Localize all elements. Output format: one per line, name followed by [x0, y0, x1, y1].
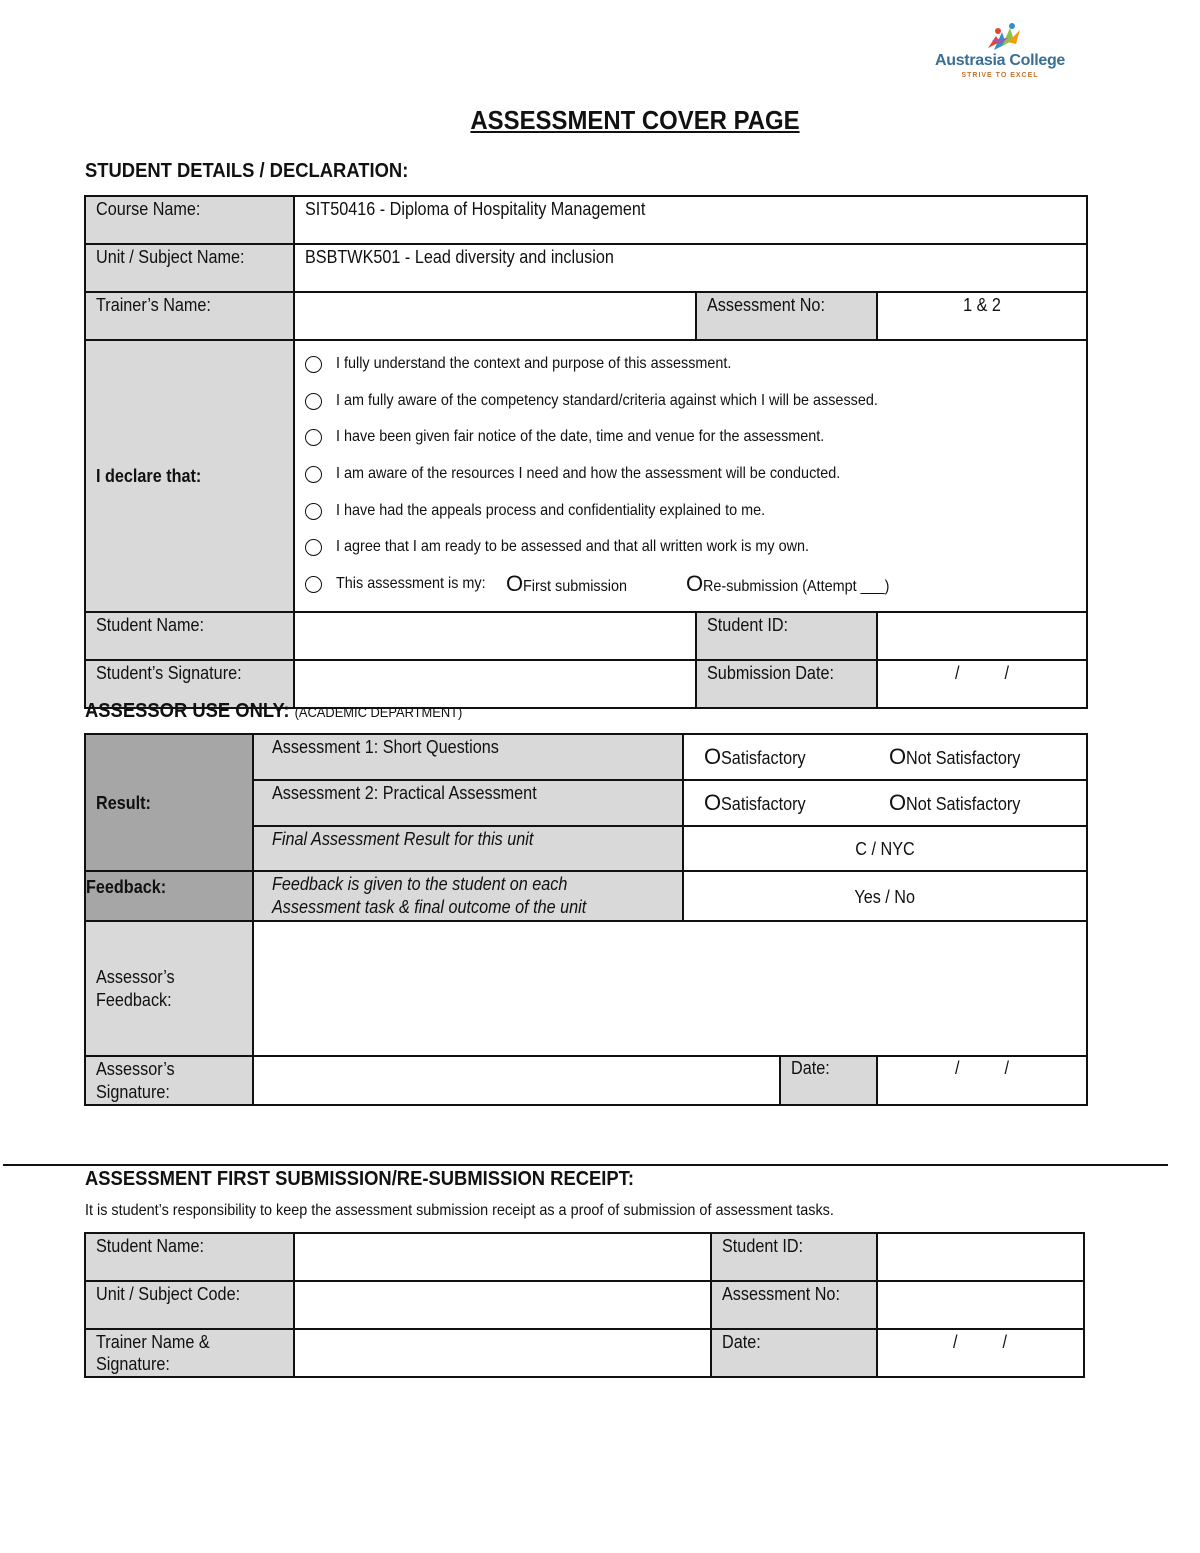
- assessor-date-field[interactable]: / /: [954, 1058, 1009, 1078]
- assessment1-satisfactory-option[interactable]: OSatisfactory: [704, 744, 806, 769]
- academic-department-note: (ACADEMIC DEPARTMENT): [294, 704, 463, 720]
- option-circle-icon[interactable]: O: [889, 744, 907, 769]
- radio-circle-icon[interactable]: [305, 539, 322, 556]
- receipt-table: [84, 1232, 1085, 1378]
- submission-type-item: This assessment is my: OFirst submission ORe-submission (Attempt ___): [305, 574, 1086, 611]
- declaration-item[interactable]: I am fully aware of the competency standard/criteria against which I will be assessed.: [305, 391, 1086, 428]
- assessor-date-label: Date:: [781, 1057, 878, 1104]
- feedback-description: Feedback is given to the student on each Assessment task & final outcome of the unit: [253, 871, 683, 921]
- radio-circle-icon[interactable]: [305, 393, 322, 410]
- feedback-label: Feedback:: [85, 871, 253, 921]
- assessor-signature-field[interactable]: [253, 1056, 780, 1105]
- radio-circle-icon[interactable]: [305, 356, 322, 373]
- student-id-label: Student ID:: [696, 612, 877, 660]
- option-circle-icon[interactable]: O: [686, 571, 704, 597]
- final-result-label: Final Assessment Result for this unit: [253, 826, 683, 871]
- receipt-student-name-field[interactable]: [294, 1233, 711, 1281]
- trainer-name-field[interactable]: [294, 292, 696, 340]
- receipt-date-label: Date:: [711, 1329, 877, 1377]
- assessment1-not-satisfactory-option[interactable]: ONot Satisfactory: [889, 744, 1021, 769]
- assessment-no-value[interactable]: 1 & 2: [877, 292, 1087, 340]
- declaration-item[interactable]: I have been given fair notice of the date, time and venue for the assessment.: [305, 427, 1086, 464]
- feedback-value[interactable]: Yes / No: [683, 871, 1087, 921]
- student-details-table: [84, 195, 1088, 709]
- student-signature-label: Student’s Signature:: [85, 660, 294, 708]
- receipt-section-heading: ASSESSMENT FIRST SUBMISSION/RE-SUBMISSION RECEIPT:: [85, 1168, 634, 1190]
- page-title: ASSESSMENT COVER PAGE: [470, 105, 800, 135]
- assessor-signature-label: Assessor’s Signature:: [85, 1056, 253, 1105]
- assessment2-not-satisfactory-option[interactable]: ONot Satisfactory: [889, 790, 1021, 815]
- radio-circle-icon[interactable]: [305, 503, 322, 520]
- receipt-assessment-no-field[interactable]: [877, 1281, 1084, 1329]
- course-name-label: Course Name:: [85, 196, 294, 244]
- declaration-list-cell: [294, 340, 1087, 612]
- receipt-unit-code-label: Unit / Subject Code:: [85, 1281, 294, 1329]
- declaration-list: [295, 342, 1086, 611]
- receipt-trainer-label: Trainer Name & Signature:: [85, 1329, 294, 1377]
- cut-line-divider: [3, 1164, 1168, 1166]
- submission-date-field[interactable]: / /: [877, 660, 1087, 708]
- assessment2-label: Assessment 2: Practical Assessment: [253, 780, 683, 826]
- receipt-trainer-field[interactable]: [294, 1329, 711, 1377]
- declaration-item[interactable]: I am aware of the resources I need and how the assessment will be conducted.: [305, 464, 1086, 501]
- declaration-item[interactable]: I agree that I am ready to be assessed and that all written work is my own.: [305, 537, 1086, 574]
- first-submission-option[interactable]: OFirst submission: [506, 571, 628, 597]
- unit-name-value[interactable]: BSBTWK501 - Lead diversity and inclusion: [294, 244, 1087, 292]
- student-section-heading: STUDENT DETAILS / DECLARATION:: [85, 160, 409, 182]
- option-circle-icon[interactable]: O: [704, 790, 722, 815]
- receipt-student-id-label: Student ID:: [711, 1233, 877, 1281]
- submission-date-label: Submission Date:: [696, 660, 877, 708]
- option-circle-icon[interactable]: O: [506, 571, 524, 597]
- assessment-no-label: Assessment No:: [696, 292, 877, 340]
- assessment1-label: Assessment 1: Short Questions: [253, 734, 683, 780]
- final-result-value[interactable]: C / NYC: [683, 826, 1087, 871]
- logo-name: Austrasia College: [934, 52, 1066, 69]
- assessor-table: [84, 733, 1088, 1106]
- assessor-section-heading: ASSESSOR USE ONLY: (ACADEMIC DEPARTMENT): [85, 700, 463, 722]
- course-name-value[interactable]: SIT50416 - Diploma of Hospitality Management: [294, 196, 1087, 244]
- student-name-label: Student Name:: [85, 612, 294, 660]
- radio-circle-icon[interactable]: [305, 576, 322, 593]
- receipt-note: It is student’s responsibility to keep the assessment submission receipt as a proof of submission of assessment tasks.: [85, 1202, 834, 1219]
- student-id-field[interactable]: [877, 612, 1087, 660]
- result-label: Result:: [85, 734, 253, 871]
- radio-circle-icon[interactable]: [305, 429, 322, 446]
- resubmission-option[interactable]: ORe-submission (Attempt ___): [686, 571, 890, 597]
- trainer-name-label: Trainer’s Name:: [85, 292, 294, 340]
- radio-circle-icon[interactable]: [305, 466, 322, 483]
- unit-name-label: Unit / Subject Name:: [85, 244, 294, 292]
- receipt-student-id-field[interactable]: [877, 1233, 1084, 1281]
- logo-tagline: STRIVE TO EXCEL: [961, 72, 1039, 79]
- declaration-item[interactable]: I fully understand the context and purpose of this assessment.: [305, 354, 1086, 391]
- declare-label: I declare that:: [85, 340, 294, 612]
- assessment2-result: [683, 780, 1087, 826]
- college-logo: [930, 22, 1070, 82]
- student-name-field[interactable]: [294, 612, 696, 660]
- assessor-feedback-label: Assessor’s Feedback:: [85, 921, 253, 1056]
- logo-figures-icon: [930, 22, 1070, 56]
- declaration-item[interactable]: I have had the appeals process and confidentiality explained to me.: [305, 501, 1086, 538]
- receipt-unit-code-field[interactable]: [294, 1281, 711, 1329]
- assessor-date-cell: [780, 1056, 1087, 1105]
- receipt-date-field[interactable]: / /: [877, 1329, 1084, 1377]
- assessment1-result: [683, 734, 1087, 780]
- assessment2-satisfactory-option[interactable]: OSatisfactory: [704, 790, 806, 815]
- option-circle-icon[interactable]: O: [704, 744, 722, 769]
- receipt-student-name-label: Student Name:: [85, 1233, 294, 1281]
- receipt-assessment-no-label: Assessment No:: [711, 1281, 877, 1329]
- assessor-feedback-field[interactable]: [253, 921, 1087, 1056]
- option-circle-icon[interactable]: O: [889, 790, 907, 815]
